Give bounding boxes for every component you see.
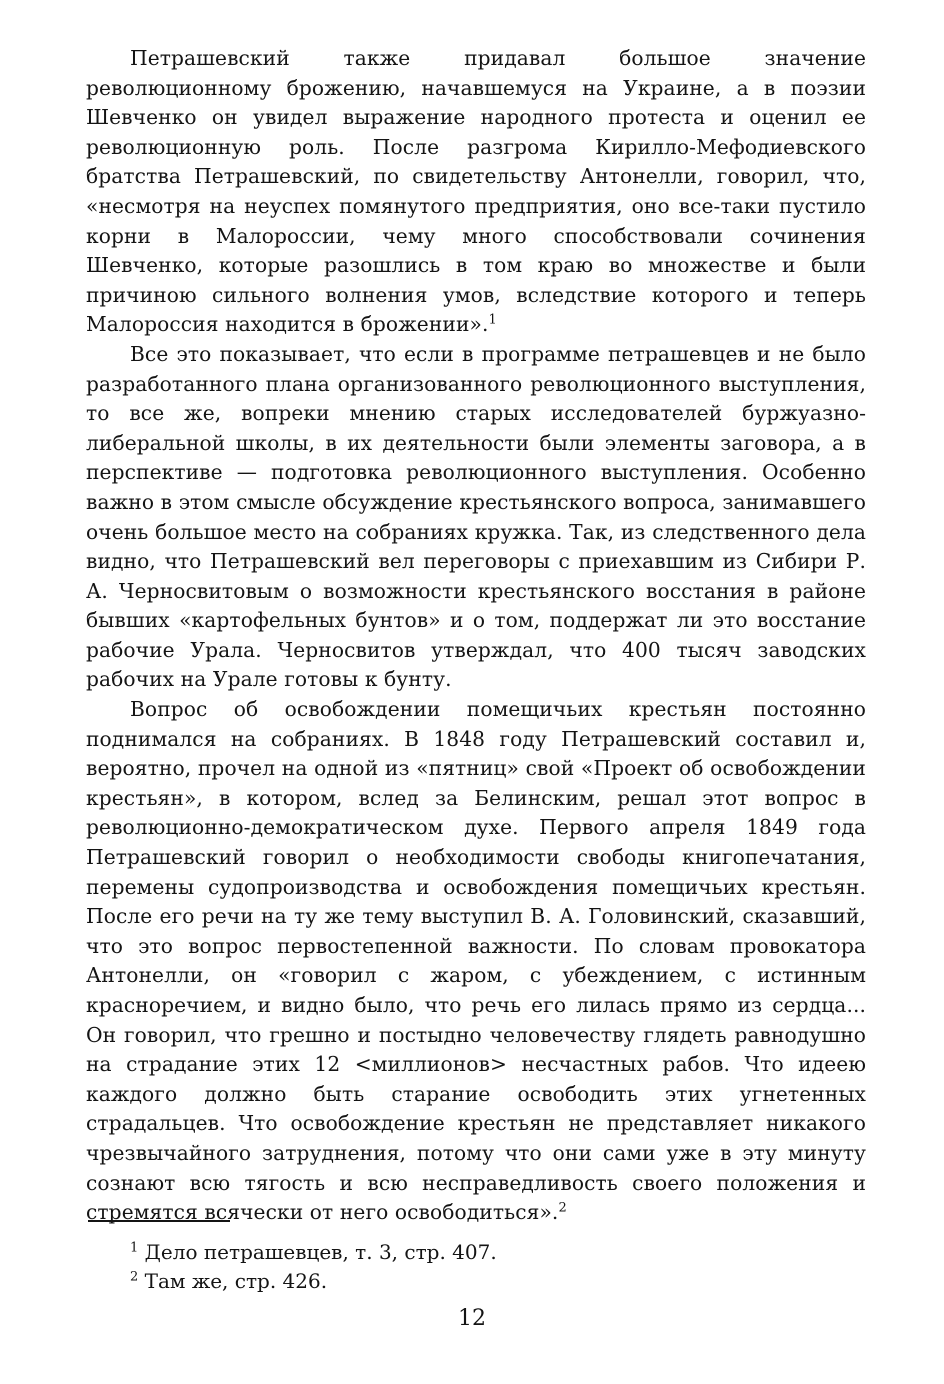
footnote-divider — [88, 1220, 230, 1222]
footnote-ref-1: 1 — [488, 312, 497, 328]
footnote-2: $^2$ Там же, стр. 426. — [130, 1269, 328, 1293]
footnote-1: $^1$ Дело петрашевцев, т. 3, стр. 407. — [130, 1240, 497, 1264]
footnote-mark-1: 1 — [130, 1240, 139, 1256]
paragraph-2: Все это показывает, что если в программе петрашевцев и не было разработанного плана организованного революционного выступления, то все же, вопреки мнению старых исследователей буржуазно-либеральной школы, в их деятельности были элементы заговора, а в перспективе — подготовка революционного выступления. Особенно важно в этом смысле обсуждение крестьянского вопроса, занимавшего очень большое место на собраниях кружка. Так, из следственного дела видно, что Петрашевский вел переговоры с приехавшим из Сибири Р. А. Черносвитовым о возможности крестьянского восстания в районе бывших «картофельных бунтов» и о том, поддержат ли это восстание рабочие Урала. Черносвитов утверждал, что 400 тысяч заводских рабочих на Урале готовы к бунту. — [86, 341, 866, 692]
page-number: 12 — [458, 1306, 486, 1331]
footnote-ref-2: 2 — [558, 1200, 567, 1216]
footnote-mark-2: 2 — [130, 1269, 139, 1285]
paragraph-1: Петрашевский также придавал большое значение революционному брожению, начавшемуся на Украине, а в поэзии Шевченко он увидел выражение народного протеста и оценил ее революционную роль. После разгрома Кирилло-Мефодиевского братства Петрашевский, по свидетельству Антонелли, говорил, что, «несмотря на неуспех помянутого предприятия, оно все-таки пустило корни в Малороссии, чему много способствовали сочинения Шевченко, которые разошлись в том краю во множестве и были причиною сильного волнения умов, вследствие которого и теперь Малороссия находится в брожении».$^1$ — [86, 46, 866, 337]
paragraph-3: Вопрос об освобождении помещичьих крестьян постоянно поднимался на собраниях. В 1848 году Петрашевский составил и, вероятно, прочел на одной из «пятниц» свой «Проект об освобождении крестьян», в котором, вслед за Белинским, решал этот вопрос в революционно-демократическом духе. Первого апреля 1849 года Петрашевский говорил о необходимости свободы книгопечатания, перемены судопроизводства и освобождения помещичьих крестьян. После его речи на ту же тему выступил В. А. Головинский, сказавший, что это вопрос первостепенной важности. По словам провокатора Антонелли, он «говорил с жаром, с убеждением, с истинным красноречием, и видно было, что речь его лилась прямо из сердца... Он говорил, что грешно и постыдно человечеству глядеть равнодушно на страдание этих 12 <миллионов> несчастных рабов. Что идеею каждого должно быть старание освободить этих угнетенных страдальцев. Что освобождение крестьян не представляет никакого чрезвычайного затруднения, потому что они сами уже в эту минуту сознают всю тягость и всю несправедливость своего положения и стремятся всячески от него освободиться».$^2$ — [86, 697, 866, 1225]
footnotes — [130, 1238, 497, 1296]
body-text — [86, 44, 866, 1228]
